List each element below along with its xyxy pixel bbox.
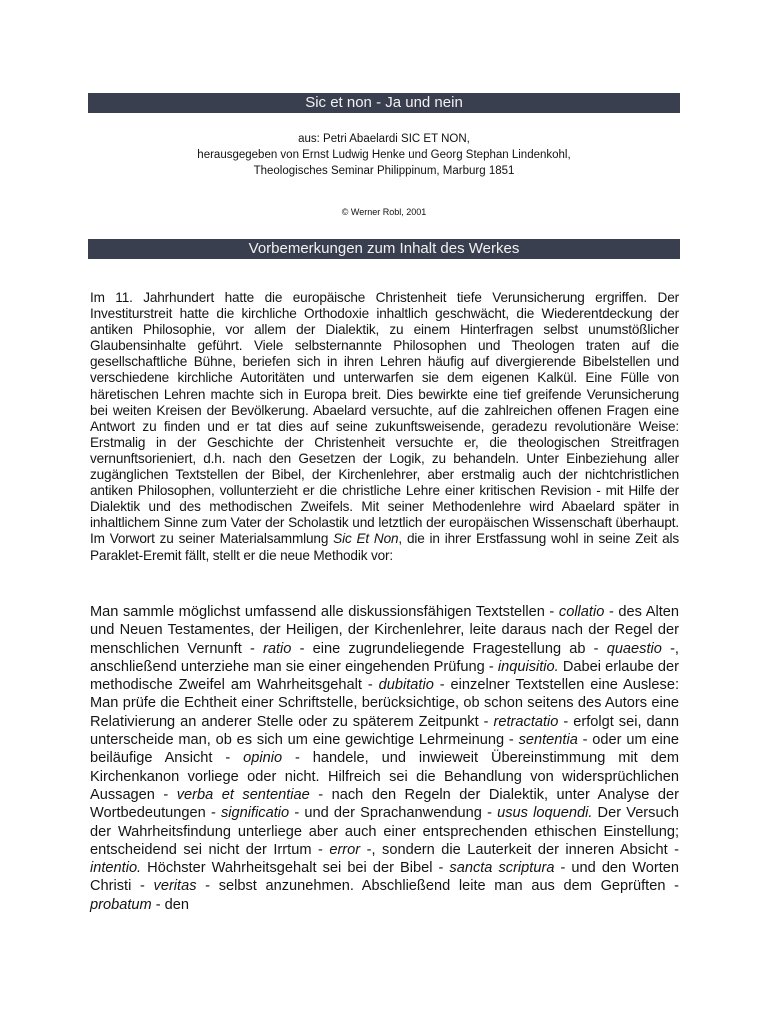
source-line: herausgegeben von Ernst Ludwig Henke und Georg Stephan Lindenkohl, — [197, 149, 571, 161]
paragraph-text: - erfolgt sei, dann unterscheide man, ob es sich um eine gewichtige Lehrmeinung - — [90, 713, 679, 749]
source-line: aus: Petri Abaelardi SIC ET NON, — [298, 133, 470, 145]
paragraph-text: Dabei erlaube der methodische Zweifel am Wahrheitsgehalt - — [90, 658, 679, 694]
latin-term: dubitatio — [378, 677, 434, 694]
paragraph-text: Der Versuch der Wahrheitsfindung unterliege aber auch einer entsprechenden ethischen Einstellung; entscheidend sei nicht der Irrtum - — [90, 805, 679, 858]
work-title: Sic Et Non — [333, 531, 399, 547]
section-title-bar — [88, 239, 680, 259]
latin-term: collatio — [558, 604, 605, 620]
paragraph-text: - und der Sprachanwendung - — [289, 805, 498, 822]
latin-term: verba et sententiae — [176, 786, 310, 803]
latin-term: quaestio — [606, 640, 662, 657]
paragraph-text: , die in ihrer Erstfassung wohl in seine Zeit als Paraklet-Eremit fällt, stellt er die neue Methodik vor: — [90, 531, 680, 563]
paragraph-text: - oder um eine beiläufige Ansicht - — [90, 732, 680, 767]
latin-term: ratio — [263, 640, 292, 657]
latin-term: inquisitio. — [497, 658, 559, 675]
paragraph-text: Im 11. Jahrhundert hatte die europäische Christenheit tiefe Verunsicherung ergriffen. Der Investiturstreit hatte die kirchliche Orthodoxie inhaltlich geschwächt, die Wiederentdeckung der antiken Philosophie, vor allem der Dialektik, zu einem Hinterfragen selbst unumstößlicher Glaubensinhalte geführt. Viele selbsternannte Philosophen und Theologen traten auf die gesellschaftliche Bühne, beriefen sich in ihren Lehren häufig auf divergierende Bibelstellen und verschiedene kirchliche Autoritäten und unterwarfen sie dem eigenen Kalkül. Eine Fülle von häretischen Lehren machte sich in Europa breit. Dies bewirkte eine tief greifende Verunsicherung bei weiten Kreisen der Bevölkerung. Abaelard versuchte, auf die zahlreichen offenen Fragen eine Antwort zu finden und er tat dies auf seine zukunftsweisende, geradezu revolutionäre Weise: Erstmalig in der Geschichte der Christenheit versuchte er, die theologischen Streitfragen vernunftsorieniert, d.h. nach den Gesetzen der Logik, zu behandeln. Unter Einbeziehung aller zugänglichen Textstellen der Bibel, der Kirchenlehrer, aber erstmalig auch der nichtchristlichen antiken Philosophen, vollunterzieht er die christliche Lehre einer kritischen Revision - mit Hilfe der Dialektik und des methodischen Zweifels. Mit seiner Methodenlehre wird Abaelard später in inhaltlichem Sinne zum Vater der Scholastik und letztlich der europäischen Wissenschaft überhaupt. Im Vorwort zu seiner Materialsammlung — [90, 290, 679, 547]
method-paragraph — [90, 603, 679, 914]
latin-term: probatum — [90, 896, 152, 913]
copyright-notice: © Werner Robl, 2001 — [341, 207, 427, 217]
paragraph-text: - nach den Regeln der Dialektik, unter Analyse der Wortbedeutungen - — [90, 786, 679, 822]
latin-term: sancta scriptura — [449, 860, 555, 877]
paragraph-text: - eine zugrundeliegende Fragestellung ab - — [291, 640, 607, 657]
latin-term: error — [329, 841, 361, 858]
paragraph-text: -, anschließend unterziehe man sie einer eingehenden Prüfung - — [90, 640, 679, 675]
paragraph-text: - selbst anzunehmen. Abschließend leite man aus dem Geprüften - — [196, 878, 679, 895]
latin-term: usus loquendi. — [497, 805, 593, 822]
paragraph-text: - einzelner Textstellen eine Auslese: Man prüfe die Echtheit einer Schriftstelle, berücksichtige, ob schon seitens des Autors eine Relativierung an anderer Stelle oder zu späterem Zeitpunkt - — [90, 677, 679, 730]
paragraph-text: Höchster Wahrheitsgehalt sei bei der Bibel - — [141, 860, 450, 877]
paragraph-text: Man sammle möglichst umfassend alle diskussionsfähigen Textstellen - — [90, 604, 559, 620]
paragraph-text: - des Alten und Neuen Testamentes, der Heiligen, der Kirchenlehrer, leite daraus nach der Regel der menschlichen Vernunft - — [90, 604, 679, 657]
paragraph-text: -, sondern die Lauterkeit der inneren Absicht - — [360, 841, 680, 858]
latin-term: veritas — [153, 878, 197, 895]
page-title-bar — [88, 93, 680, 113]
paragraph-text: - den — [151, 896, 189, 913]
intro-paragraph — [90, 290, 679, 564]
paragraph-text: - handele, und inwieweit Übereinstimmung mit dem Kirchenkanon vorliege oder nicht. Hilfreich sei die Behandlung von widersprüchlichen Aussagen - — [90, 750, 679, 803]
latin-term: opinio — [243, 750, 283, 767]
source-line: Theologisches Seminar Philippinum, Marburg 1851 — [253, 165, 515, 177]
latin-term: retractatio — [493, 713, 559, 730]
latin-term: sententia — [518, 732, 578, 749]
latin-term: significatio — [221, 805, 290, 822]
paragraph-text: - und den Worten Christi - — [90, 860, 679, 895]
page-title: Sic et non - Ja und nein — [305, 94, 463, 111]
latin-term: intentio. — [90, 860, 142, 877]
section-title: Vorbemerkungen zum Inhalt des Werkes — [248, 240, 520, 257]
source-citation — [88, 131, 680, 179]
